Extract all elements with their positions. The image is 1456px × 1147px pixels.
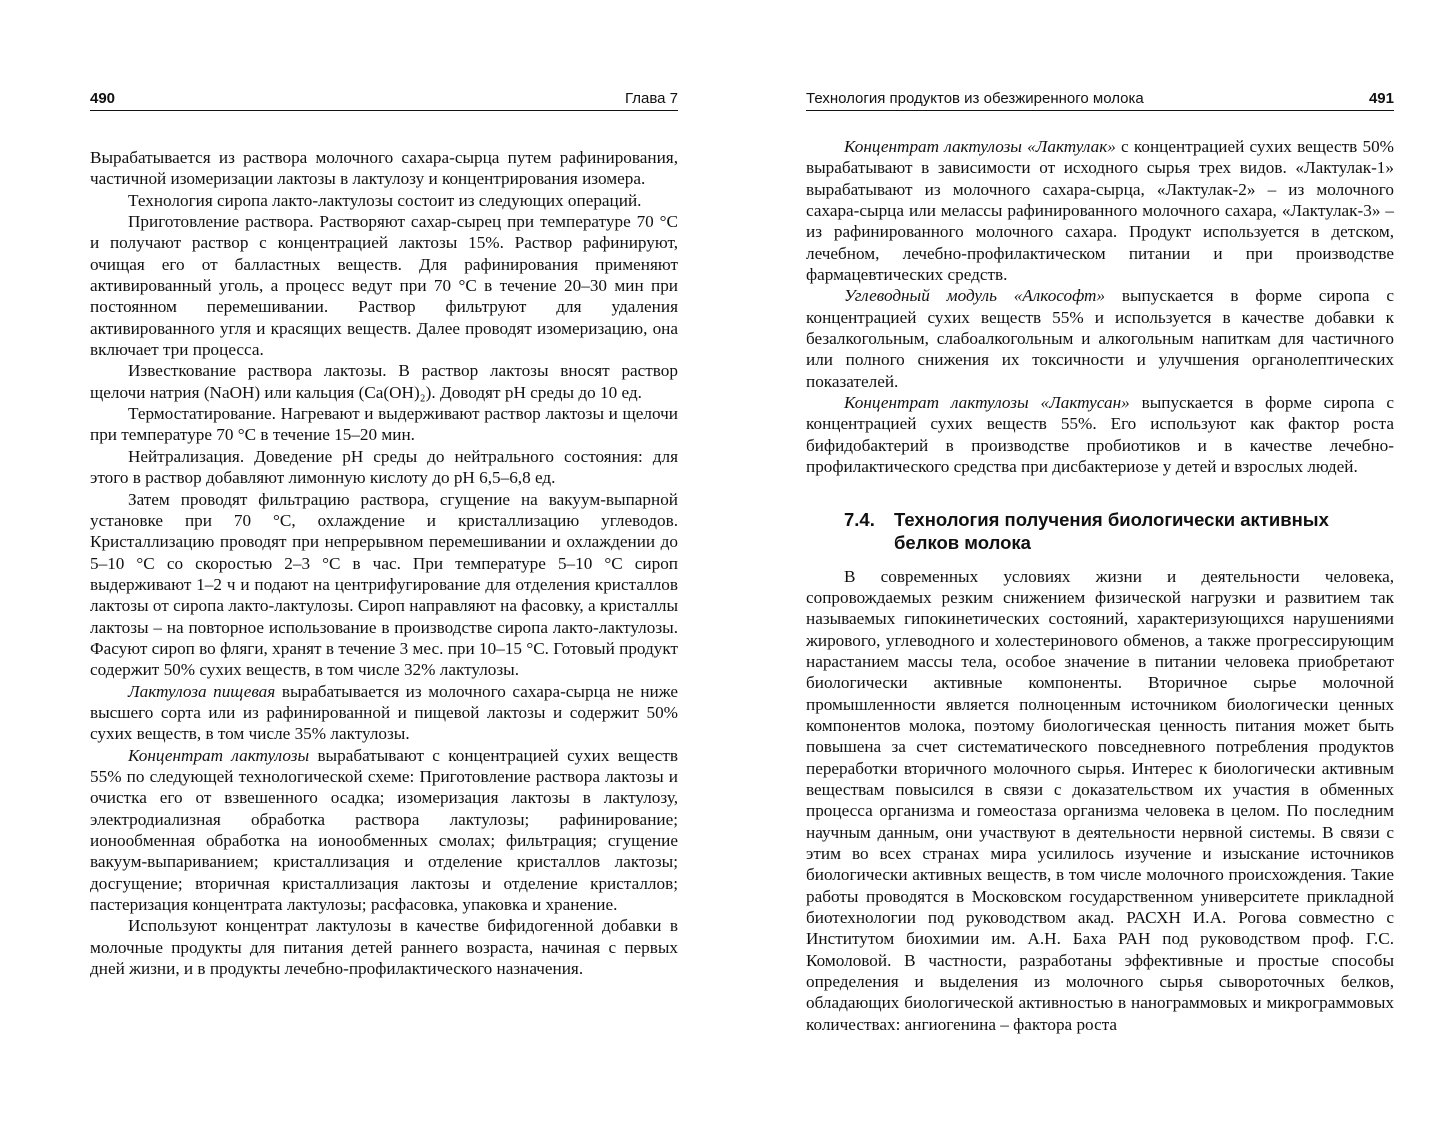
chapter-label: Глава 7 (624, 90, 678, 107)
paragraph: Приготовление раствора. Растворяют сахар-сырец при температуре 70 °С и получают раствор с концентрацией лактозы 15%. Раствор рафинируют, очищая его от балластных веществ. Для рафинирования применяют активированный уголь, а процесс ведут при 70 °С в течение 20–30 мин при постоянном перемешивании. Раствор фильтруют для удаления активированного угля и красящих веществ. Далее проводят изомеризацию, она включает три процесса. (90, 212, 678, 360)
paragraph: Углеводный модуль «Алкософт» выпускается в форме сиропа с концентрацией сухих веществ 55% и используется в качестве добавки к безалкогольным, слабоалкогольным и алкогольным напиткам для частичного или полного снижения их токсичности и улучшения органолептических показателей. (806, 286, 1394, 391)
section-number: 7.4. (844, 508, 875, 530)
paragraph: В современных условиях жизни и деятельности человека, сопровождаемых резким снижением физической нагрузки и развитием так называемых гипокинетических состояний, характеризующихся нарушениями жирового, углеводного и холестеринового обменов, а также прогрессирующим нарастанием массы тела, особое значение в питании человека приобретают биологически активные компоненты. Вторичное сырье молочной промышленности является полноценным источником биологически ценных компонентов молока, поэтому биологическая ценность питания может быть повышена за счет систематического повседневного потребления продуктов переработки вторичного молочного сырья. Интерес к биологически активным веществам повысился в связи с доказательством их участия в обменных процесса организма и гомеостаза организма человека в целом. По последним научным данным, они участвуют в деятельности нервной системы. В связи с этим во всех странах мира усилилось изучение и изыскание источников биологически активных веществ, в том числе молочного происхождения. Такие работы проводятся в Московском государственном университете прикладной биотехнологии под руководством акад. РАСХН И.А. Рогова совместно с Институтом биохимии им. А.Н. Баха РАН под руководством проф. Г.С. Комоловой. В частности, разработаны эффективные и простые способы определения и выделения из молочного сырья сывороточных белков, обладающих биологической активностью в нанограммовых и микрограммовых количествах: ангиогенина – фактора роста (806, 566, 1394, 1034)
italic-term: Концентрат лактулозы «Лактулак» (844, 137, 1116, 156)
paragraph: Технология сиропа лакто-лактулозы состоит из следующих операций. (128, 190, 642, 210)
running-head-right (806, 86, 1394, 111)
right-page-body (806, 136, 1394, 1035)
italic-term: Концентрат лактулозы «Лактусан» (844, 393, 1130, 413)
left-page-body (90, 147, 678, 979)
paragraph: Термостатирование. Нагревают и выдерживают раствор лактозы и щелочи при температуре 70 °С в течение 15–20 мин. (90, 404, 678, 445)
section-title-line1: Технология получения биологически активных (894, 508, 1329, 530)
paragraph: Концентрат лактулозы «Лактулак» с концентрацией сухих веществ 50% вырабатывают в зависимости от исходного сырья трех видов. «Лактулак-1» вырабатывают из молочного сахара-сырца, «Лактулак-2» – из молочного сахара-сырца или мелассы рафинированного молочного сахара, «Лактулак-3» – из рафинированного молочного сахара. Продукт используется в детском, лечебном, лечебно-профилактическом питании и при производстве фармацевтических средств. (806, 137, 1394, 285)
paragraph: Концентрат лактулозы «Лактусан» выпускается в форме сиропа с концентрацией сухих веществ 55%. Его используют как фактор роста бифидобактерий в производстве пробиотиков и в качестве лечебно-профилактического средства при дисбактериозе у детей и взрослых людей. (806, 393, 1394, 477)
page-number: 491 (1368, 90, 1394, 107)
italic-term: Углеводный модуль «Алкософт» (844, 286, 1106, 306)
section-heading (806, 508, 1394, 554)
running-head-left (90, 86, 678, 111)
italic-term: Концентрат лактулозы (128, 745, 310, 765)
paragraph: Нейтрализация. Доведение рН среды до нейтрального состояния: для этого в раствор добавляют лимонную кислоту до рН 6,5–6,8 ед. (90, 446, 678, 488)
paragraph: Лактулоза пищевая вырабатывается из молочного сахара-сырца не ниже высшего сорта или из рафинированной и пищевой лактозы и содержит 50% сухих веществ, в том числе 35% лактулозы. (90, 681, 679, 744)
paragraph: Концентрат лактулозы вырабатывают с концентрацией сухих веществ 55% по следующей технологической схеме: Приготовление раствора лактозы и очистка его от взвешенного осадка; изомеризация лактозы в лактулозу, электродиализная обработка раствора лактулозы; рафинирование; ионообменная обработка на ионообменных смолах; фильтрация; сгущение вакуум-выпариванием; кристаллизация и отделение кристаллов лактозы; досгущение; вторичная кристаллизация лактозы и отделение кристаллов; пастеризация концентрата лактулозы; расфасовка, упаковка и хранение. (90, 745, 678, 915)
paragraph: Известкование раствора лактозы. В раствор лактозы вносят раствор щелочи натрия (NaOH) или кальция (Ca(OH)₂). Доводят рН среды до 10 ед. (90, 361, 678, 402)
section-title-line2: белков молока (894, 531, 1031, 553)
running-title: Технология продуктов из обезжиренного молока (806, 90, 1144, 107)
paragraph: Затем проводят фильтрацию раствора, сгущение на вакуум-выпарной установке при 70 °С, охлаждение и кристаллизацию углеводов. Кристаллизацию проводят при непрерывном перемешивании и охлаждении до 5–10 °С со скоростью 2–3 °С в час. При температуре 5–10 °С сироп выдерживают 1–2 ч и подают на центрифугирование для отделения кристаллов лактозы от сиропа лакто-лактулозы. Сироп направляют на фасовку, а кристаллы лактозы – на повторное использование в производстве сиропа лакто-лактулозы. Фасуют сироп во фляги, хранят в течение 3 мес. при 10–15 °С. Готовый продукт содержит 50% сухих веществ, в том числе 32% лактулозы. (90, 489, 678, 680)
paragraph: Используют концентрат лактулозы в качестве бифидогенной добавки в молочные продукты для питания детей раннего возраста, начиная с первых дней жизни, и в продукты лечебно-профилактического назначения. (90, 916, 678, 979)
italic-term: Лактулоза пищевая (128, 681, 276, 701)
page-number: 490 (90, 90, 116, 107)
paragraph: Вырабатывается из раствора молочного сахара-сырца путем рафинирования, частичной изомеризации лактозы в лактулозу и концентрирования изомера. (90, 148, 678, 189)
